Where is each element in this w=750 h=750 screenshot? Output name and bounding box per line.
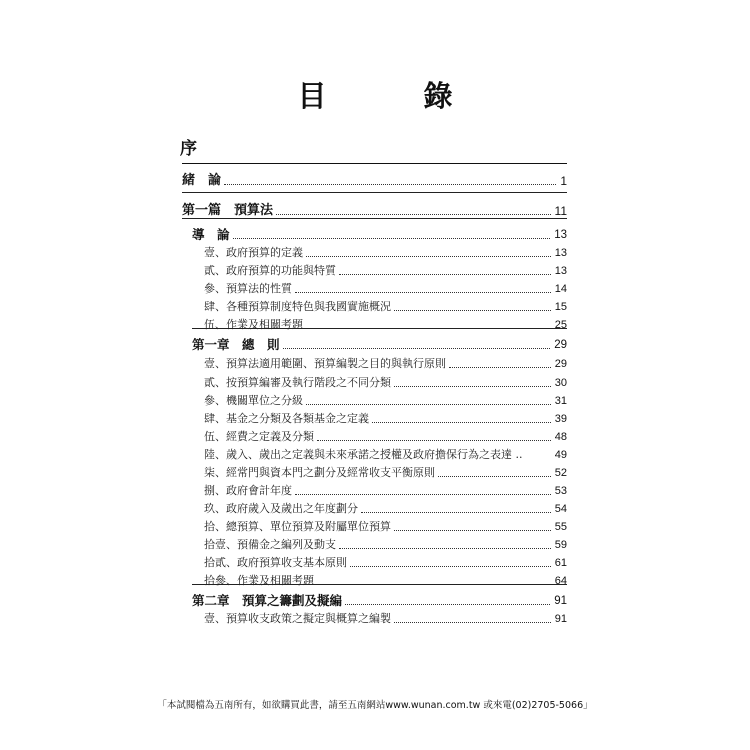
toc-entry-title: 玖、政府歲入及歲出之年度劃分 (204, 502, 358, 515)
section-divider (182, 163, 567, 164)
toc-entry (182, 570, 567, 588)
toc-entry (182, 462, 567, 480)
section-divider (182, 192, 567, 193)
toc-entry-page-number: 11 (554, 204, 567, 218)
toc-entry (182, 278, 567, 296)
toc-entry-title: 拾壹、預備金之編列及動支 (204, 538, 336, 551)
toc-entry-page-number: 53 (554, 485, 567, 497)
toc-entry-title: 第一篇 預算法 (182, 203, 274, 218)
toc-entry-title: 伍、經費之定義及分類 (204, 430, 314, 443)
toc-entry-title: 貳、政府預算的功能與特質 (204, 264, 336, 277)
toc-entry-page-number: 29 (554, 339, 567, 351)
toc-entry-title: 導 論 (192, 227, 230, 242)
toc-entry-title: 肆、各種預算制度特色與我國實施概況 (204, 300, 391, 313)
toc-entry (182, 608, 567, 626)
toc-entry (182, 200, 567, 218)
toc-entry (182, 372, 567, 390)
dot-leader (350, 566, 551, 567)
toc-entry (182, 224, 567, 242)
dot-leader (317, 440, 551, 441)
toc-entry (182, 444, 567, 462)
toc-entry (182, 242, 567, 260)
dot-leader (339, 548, 551, 549)
toc-entry-title: 拾貳、政府預算收支基本原則 (204, 556, 347, 569)
dot-leader (372, 422, 551, 423)
toc-entry-page-number: 30 (554, 377, 567, 389)
toc-entry-title: 柒、經常門與資本門之劃分及經常收支平衡原則 (204, 466, 435, 479)
toc-entry-page-number: 13 (554, 229, 567, 241)
dot-leader (345, 604, 550, 605)
toc-entry-page-number: 31 (554, 395, 567, 407)
toc-entry-title: 壹、預算法適用範圍、預算編製之目的與執行原則 (204, 357, 446, 370)
toc-entry (182, 408, 567, 426)
toc-entry (182, 426, 567, 444)
toc-entry (182, 498, 567, 516)
toc-entry-title: 第一章 總 則 (192, 337, 280, 352)
toc-entry-page-number: 29 (554, 358, 567, 370)
toc-entry (182, 170, 567, 188)
toc-entry-title: 捌、政府會計年度 (204, 484, 292, 497)
toc-entry-page-number: 48 (554, 431, 567, 443)
toc-entry (182, 390, 567, 408)
dot-leader (394, 530, 551, 531)
dot-leader (306, 256, 551, 257)
toc-entry (182, 552, 567, 570)
toc-entry-page-number: 13 (554, 247, 567, 259)
dot-leader (306, 404, 551, 405)
section-divider (182, 218, 567, 219)
toc-entry-page-number: 91 (554, 595, 567, 607)
toc-entry-title: 伍、作業及相關考題 (204, 318, 303, 331)
toc-entry (182, 314, 567, 332)
toc-entry (182, 353, 567, 371)
toc-entry (182, 534, 567, 552)
dot-leader (394, 622, 551, 623)
toc-entry-title: 拾參、作業及相關考題 (204, 574, 314, 587)
toc-entry (182, 296, 567, 314)
toc-entry-page-number: 13 (554, 265, 567, 277)
section-divider (192, 584, 567, 585)
toc-entry (182, 516, 567, 534)
footer-notice: 「本試閱檔為五南所有，如欲購買此書，請至五南網站www.wunan.com.tw 或來電(02)2705-5066」 (157, 700, 593, 711)
toc-entry-page-number: 59 (554, 539, 567, 551)
page-title: 目 錄 (297, 79, 487, 113)
dot-leader (283, 348, 551, 349)
toc-entry (182, 590, 567, 608)
preface-heading: 序 (180, 139, 197, 159)
dot-leader (224, 184, 556, 185)
toc-entry (182, 260, 567, 278)
dot-leader (361, 512, 551, 513)
toc-entry-page-number: 25 (554, 319, 567, 331)
dot-leader (339, 274, 551, 275)
toc-entry-title: 第二章 預算之籌劃及擬編 (192, 593, 343, 608)
dot-leader (295, 292, 551, 293)
toc-entry-page-number: 14 (554, 283, 567, 295)
dot-leader (438, 476, 551, 477)
section-divider (192, 328, 567, 329)
dot-leader (394, 310, 551, 311)
dot-leader (449, 367, 551, 368)
toc-entry-page-number: 61 (554, 557, 567, 569)
toc-entry-page-number: 55 (554, 521, 567, 533)
dot-leader (394, 386, 551, 387)
toc-entry-page-number: 52 (554, 467, 567, 479)
toc-entry-title: 緒 論 (182, 173, 222, 188)
toc-entry (182, 480, 567, 498)
toc-entry-page-number: 39 (554, 413, 567, 425)
toc-entry-title: 壹、政府預算的定義 (204, 246, 303, 259)
toc-entry-page-number: 49 (554, 449, 567, 461)
dot-leader (233, 238, 551, 239)
toc-entry-page-number: 54 (554, 503, 567, 515)
toc-entry (182, 334, 567, 352)
toc-entry-page-number: 15 (554, 301, 567, 313)
toc-entry-page-number: 91 (554, 613, 567, 625)
toc-entry-title: 壹、預算收支政策之擬定與概算之編製 (204, 612, 391, 625)
toc-entry-title: 參、機關單位之分級 (204, 394, 303, 407)
toc-entry-page-number: 64 (554, 575, 567, 587)
toc-entry-title: 陸、歲入、歲出之定義與未來承諾之授權及政府擔保行為之表達 .. (204, 448, 523, 461)
toc-entry-title: 貳、按預算編審及執行階段之不同分類 (204, 376, 391, 389)
toc-entry-title: 參、預算法的性質 (204, 282, 292, 295)
toc-entry-title: 拾、總預算、單位預算及附屬單位預算 (204, 520, 391, 533)
dot-leader (295, 494, 551, 495)
toc-entry-title: 肆、基金之分類及各類基金之定義 (204, 412, 369, 425)
dot-leader (276, 214, 551, 215)
toc-entry-page-number: 1 (560, 174, 567, 188)
